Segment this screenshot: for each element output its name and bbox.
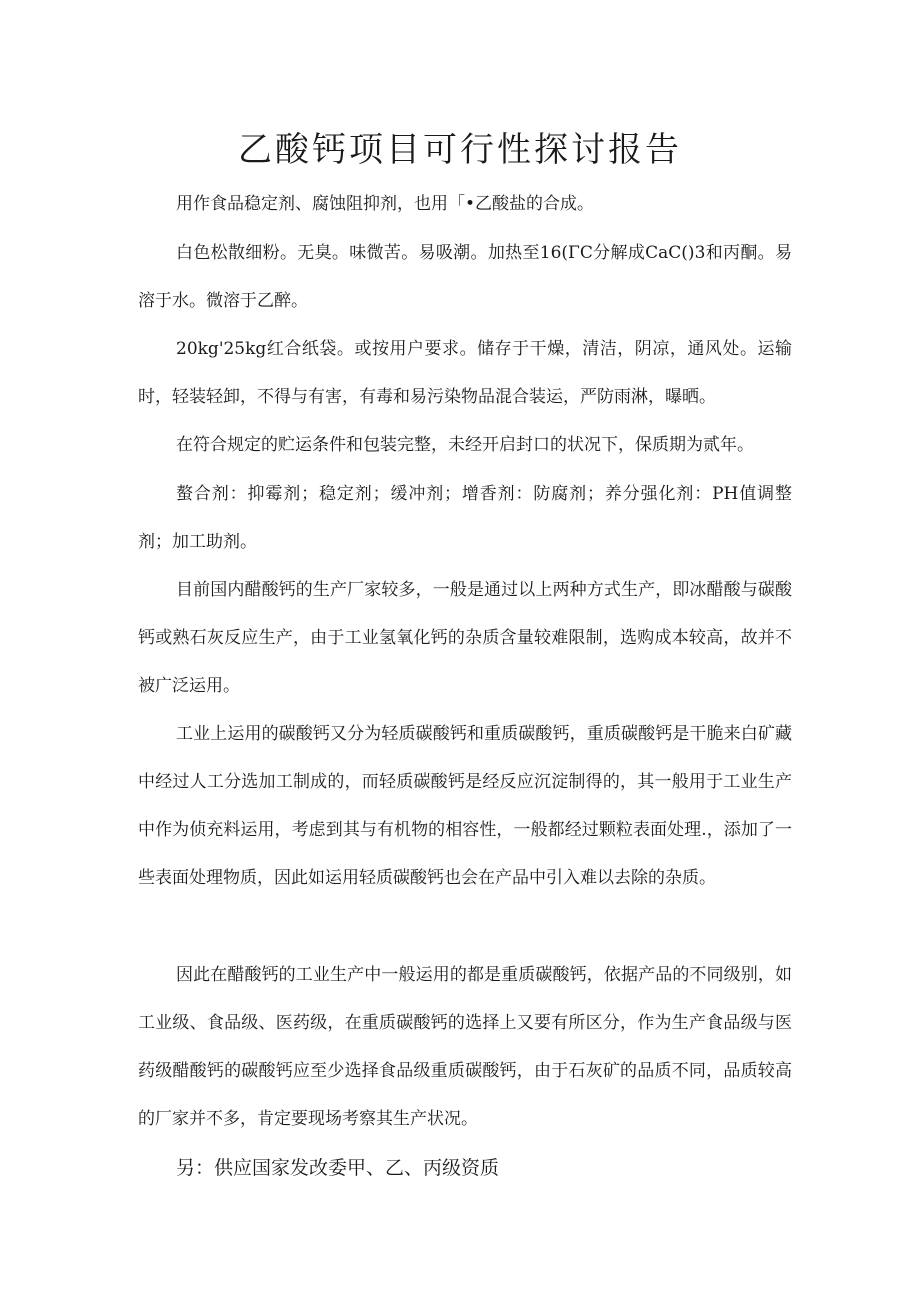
paragraph-usage: 用作食品稳定剂、腐蚀阻抑剂，也用「•乙酸盐的合成。 (176, 194, 595, 214)
paragraph-production: 目前国内醋酸钙的生产厂家较多，一般是通过以上两种方式生产，即冰醋酸与碳酸钙或熟石灰反应生产，由于工业氢氧化钙的杂质含量较难限制，选购成本较高，故并不被广泛运用。 (138, 580, 792, 696)
document-title: 乙酸钙项目可行性探讨报告 (238, 130, 682, 170)
paragraph-properties: 白色松散细粉。无臭。味微苦。易吸潮。加热至16(ΓC分解成CaC()3和丙酮。易溶于水。微溶于乙醉。 (138, 243, 792, 311)
paragraph-calcium-carbonate: 工业上运用的碳酸钙又分为轻质碳酸钙和重质碳酸钙，重质碳酸钙是干脆来白矿藏中经过人工分选加工制成的，而轻质碳酸钙是经反应沉淀制得的，其一般用于工业生产中作为侦充料运用，考虑到其与有机物的相容性，一般都经过颗粒表面处理.，添加了一些表面处理物质，因此如运用轻质碳酸钙也会在产品中引入难以去除的杂质。 (138, 724, 792, 888)
paragraph-heavy-calcium: 因此在醋酸钙的工业生产中一般运用的都是重质碳酸钙，依据产品的不同级别，如工业级、食品级、医药级，在重质碳酸钙的选择上又要有所区分，作为生产食品级与医药级醋酸钙的碳酸钙应至少选择食品级重质碳酸钙，由于石灰矿的品质不同，品质较高的厂家并不多，肯定要现场考察其生产状况。 (138, 965, 792, 1129)
qualification-note: 另：供应国家发改委甲、乙、丙级资质 (176, 1157, 500, 1179)
paragraph-packaging: 20kg'25kg红合纸袋。或按用户要求。储存于干燥，清洁，阴凉，通风处。运输时，轻装轻卸，不得与有害，有毒和易污染物品混合装运，严防雨淋，曝晒。 (138, 339, 792, 407)
paragraph-functions: 螯合剂：抑霉剂；稳定剂；缓冲剂；增香剂：防腐剂；养分强化剂：PH值调整剂；加工助剂。 (138, 484, 792, 552)
paragraph-shelf-life: 在符合规定的贮运条件和包装完整，未经开启封口的状况下，保质期为贰年。 (176, 435, 754, 455)
